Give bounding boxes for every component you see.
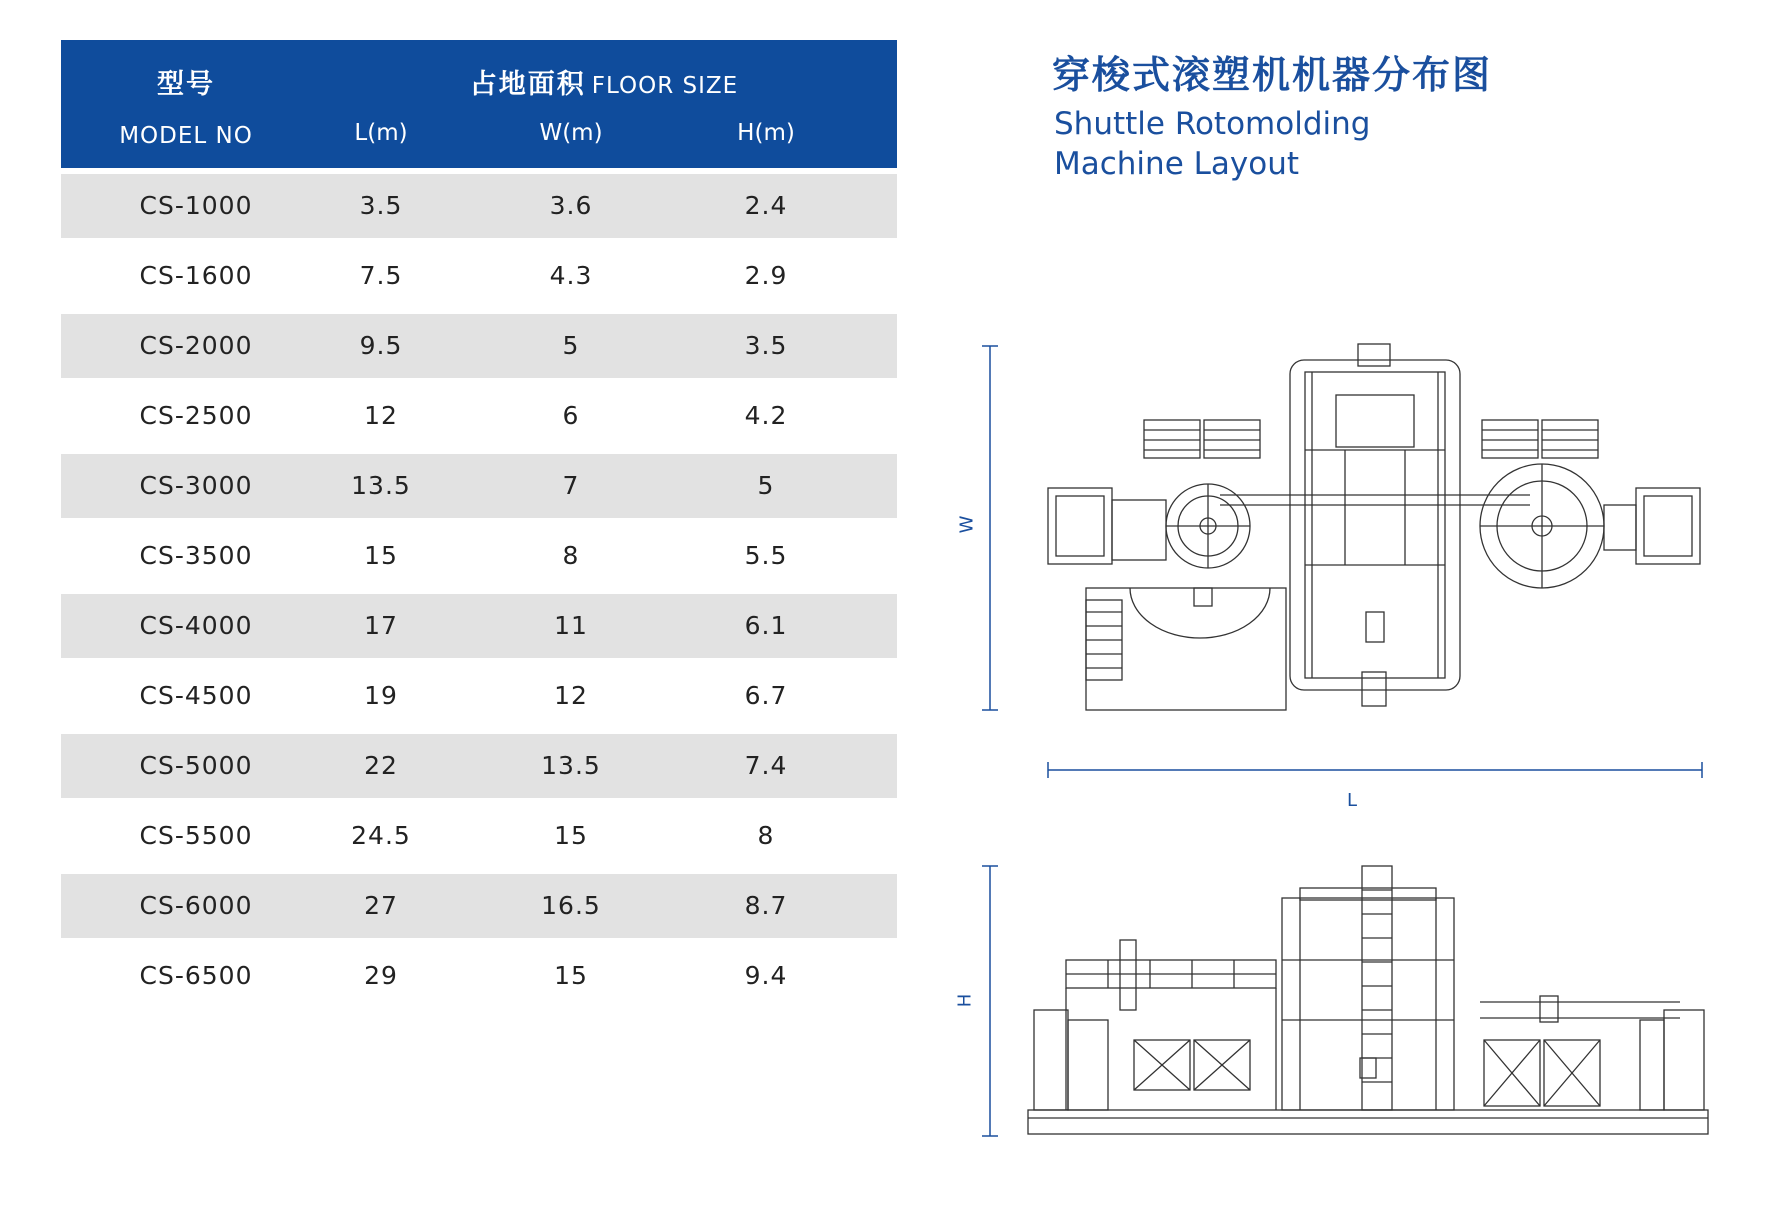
table-row [61, 944, 897, 1008]
table-row [61, 244, 897, 308]
table-row [61, 874, 897, 938]
cell-width: 6 [562, 401, 580, 430]
cell-length: 24.5 [351, 821, 411, 850]
layout-title-en-line2: Machine Layout [1054, 146, 1300, 182]
cell-model: CS-4500 [139, 681, 253, 710]
cell-height: 4.2 [744, 401, 788, 430]
cell-length: 15 [364, 541, 398, 570]
cell-length: 27 [364, 891, 398, 920]
cell-height: 5.5 [744, 541, 788, 570]
cell-model: CS-5000 [139, 751, 253, 780]
cell-length: 13.5 [351, 471, 411, 500]
cell-model: CS-1000 [139, 191, 253, 220]
table-body [61, 174, 897, 1008]
table-row [61, 804, 897, 868]
cell-model: CS-2500 [139, 401, 253, 430]
dim-label-h: H [954, 993, 976, 1008]
cell-length: 19 [364, 681, 398, 710]
top-view-drawing [1048, 344, 1700, 710]
header-model-en: MODEL NO [119, 123, 253, 149]
table-row [61, 174, 897, 238]
layout-title-en-line1: Shuttle Rotomolding [1054, 106, 1371, 142]
cell-width: 7 [562, 471, 580, 500]
table-row [61, 664, 897, 728]
header-width: W(m) [539, 120, 603, 146]
table-header [61, 40, 897, 168]
cell-length: 17 [364, 611, 398, 640]
floor-size-table [61, 40, 897, 1014]
layout-title-en [1054, 104, 1370, 184]
cell-height: 8.7 [744, 891, 788, 920]
cell-height: 3.5 [744, 331, 788, 360]
header-floor-en: FLOOR SIZE [591, 73, 739, 99]
header-model-cn: 型号 [157, 69, 215, 100]
cell-model: CS-6500 [139, 961, 253, 990]
cell-width: 16.5 [541, 891, 601, 920]
cell-length: 3.5 [359, 191, 403, 220]
cell-model: CS-3500 [139, 541, 253, 570]
table-row [61, 594, 897, 658]
header-length: L(m) [354, 120, 408, 146]
cell-model: CS-2000 [139, 331, 253, 360]
table-row [61, 384, 897, 448]
cell-model: CS-1600 [139, 261, 253, 290]
cell-width: 12 [554, 681, 588, 710]
cell-model: CS-5500 [139, 821, 253, 850]
cell-length: 22 [364, 751, 398, 780]
header-floor-size [311, 62, 897, 101]
cell-width: 3.6 [549, 191, 593, 220]
cell-model: CS-4000 [139, 611, 253, 640]
cell-height: 8 [757, 821, 775, 850]
cell-width: 8 [562, 541, 580, 570]
front-view-drawing [1028, 866, 1708, 1134]
cell-height: 9.4 [744, 961, 788, 990]
header-floor-cn: 占地面积 [469, 69, 586, 100]
dim-label-l: L [1347, 790, 1358, 811]
cell-width: 4.3 [549, 261, 593, 290]
header-height: H(m) [737, 120, 795, 146]
cell-length: 29 [364, 961, 398, 990]
cell-height: 5 [757, 471, 775, 500]
cell-height: 2.4 [744, 191, 788, 220]
table-row [61, 454, 897, 518]
cell-length: 7.5 [359, 261, 403, 290]
cell-width: 15 [554, 821, 588, 850]
table-row [61, 524, 897, 588]
cell-length: 12 [364, 401, 398, 430]
cell-width: 13.5 [541, 751, 601, 780]
cell-height: 7.4 [744, 751, 788, 780]
table-row [61, 314, 897, 378]
dim-label-w: W [956, 515, 978, 534]
cell-width: 15 [554, 961, 588, 990]
cell-width: 11 [554, 611, 588, 640]
table-row [61, 734, 897, 798]
cell-length: 9.5 [359, 331, 403, 360]
cell-model: CS-3000 [139, 471, 253, 500]
cell-model: CS-6000 [139, 891, 253, 920]
cell-height: 6.1 [744, 611, 788, 640]
cell-height: 6.7 [744, 681, 788, 710]
cell-height: 2.9 [744, 261, 788, 290]
cell-width: 5 [562, 331, 580, 360]
layout-title-cn: 穿梭式滚塑机机器分布图 [1052, 53, 1493, 97]
